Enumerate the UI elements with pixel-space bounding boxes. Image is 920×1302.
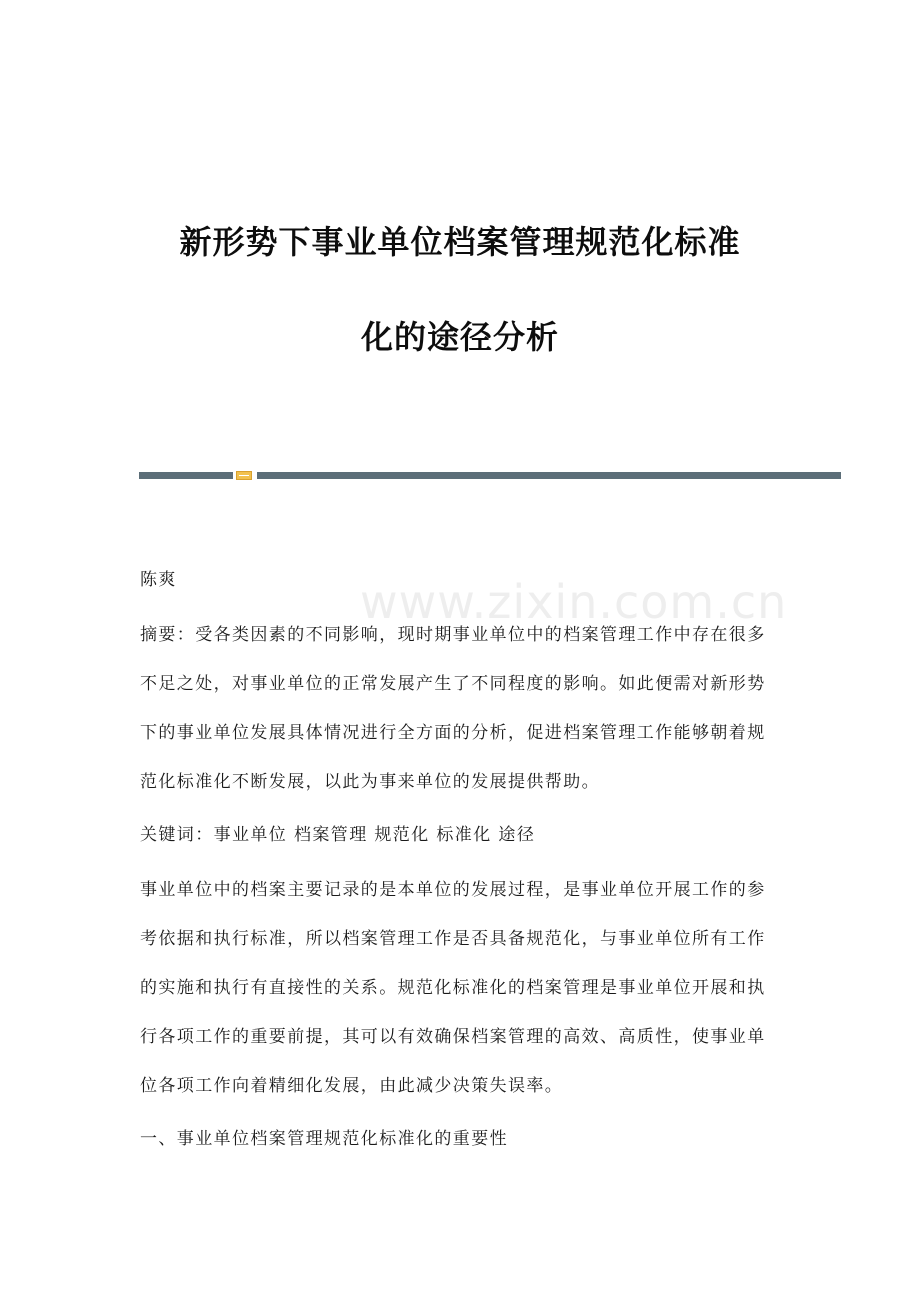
watermark: www.zixin.com.cn [360,575,788,629]
section-heading: 一、事业单位档案管理规范化标准化的重要性 [140,1129,508,1149]
mail-envelope-icon [236,471,252,480]
keywords-line: 关键词：事业单位 档案管理 规范化 标准化 途径 [140,825,536,845]
document-title-line-1: 新形势下事业单位档案管理规范化标准 [179,223,741,261]
intro-paragraph: 事业单位中的档案主要记录的是本单位的发展过程，是事业单位开展工作的参考依据和执行标准，所以档案管理工作是否具备规范化，与事业单位所有工作的实施和执行有直接性的关系。规范化标准化的档案管理是事业单位开展和执行各项工作的重要前提，其可以有效确保档案管理的高效、高质性，使事业单位各项工作向着精细化发展，由此减少决策失误率。 [140,880,766,1096]
author-name: 陈爽 [140,570,177,590]
divider-bar-right [257,472,841,479]
document-title-line-2: 化的途径分析 [360,318,559,356]
title-divider [139,471,841,480]
divider-bar-left [139,472,233,479]
abstract-paragraph: 摘要：受各类因素的不同影响，现时期事业单位中的档案管理工作中存在很多不足之处，对事业单位的正常发展产生了不同程度的影响。如此便需对新形势下的事业单位发展具体情况进行全方面的分析，促进档案管理工作能够朝着规范化标准化不断发展，以此为事来单位的发展提供帮助。 [140,625,766,792]
